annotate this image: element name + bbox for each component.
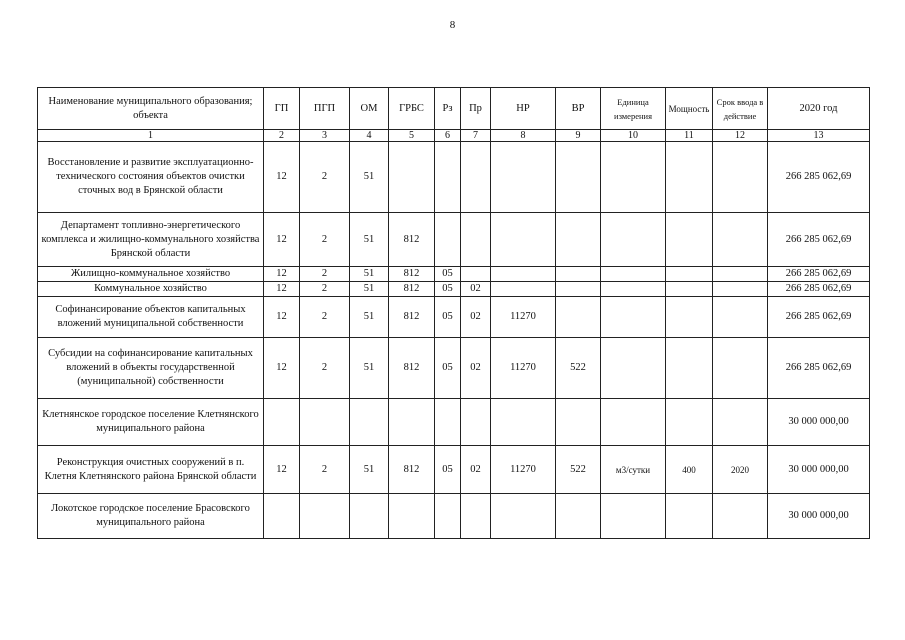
header-om: ОМ: [350, 88, 389, 130]
cell-commission-year: [713, 282, 768, 297]
header-capacity: Мощность: [666, 88, 713, 130]
colnum-name: 1: [38, 130, 264, 142]
cell-gp: 12: [264, 282, 300, 297]
cell-year-2020: 266 285 062,69: [768, 267, 870, 282]
cell-capacity: [666, 267, 713, 282]
cell-commission-year: [713, 213, 768, 267]
colnum-om: 4: [350, 130, 389, 142]
cell-name: Жилищно-коммунальное хозяйство: [38, 267, 264, 282]
cell-pgp: 2: [300, 446, 350, 494]
cell-gp: 12: [264, 142, 300, 213]
cell-nr: [491, 267, 556, 282]
header-rz: Рз: [435, 88, 461, 130]
cell-pgp: 2: [300, 213, 350, 267]
cell-nr: [491, 399, 556, 446]
header-year-2020: 2020 год: [768, 88, 870, 130]
cell-pr: [461, 213, 491, 267]
table-row: [38, 142, 870, 213]
cell-year-2020: 266 285 062,69: [768, 297, 870, 338]
cell-grbs: 812: [389, 338, 435, 399]
cell-rz: 05: [435, 282, 461, 297]
cell-year-2020: 266 285 062,69: [768, 282, 870, 297]
cell-nr: [491, 142, 556, 213]
budget-table: [37, 87, 870, 539]
cell-vr: [556, 282, 601, 297]
cell-capacity: [666, 282, 713, 297]
cell-nr: 11270: [491, 297, 556, 338]
colnum-commission-year: 12: [713, 130, 768, 142]
cell-unit: [601, 494, 666, 539]
cell-vr: 522: [556, 446, 601, 494]
cell-vr: 522: [556, 338, 601, 399]
cell-unit: [601, 213, 666, 267]
cell-pgp: 2: [300, 338, 350, 399]
colnum-gp: 2: [264, 130, 300, 142]
header-commission-year: Срок ввода в действие: [713, 88, 768, 130]
cell-rz: 05: [435, 338, 461, 399]
cell-name: Локотское городское поселение Брасовского муниципального района: [38, 494, 264, 539]
cell-vr: [556, 267, 601, 282]
cell-pr: [461, 399, 491, 446]
cell-year-2020: 266 285 062,69: [768, 142, 870, 213]
table-row: [38, 282, 870, 297]
cell-grbs: 812: [389, 213, 435, 267]
cell-nr: [491, 213, 556, 267]
colnum-unit: 10: [601, 130, 666, 142]
cell-unit: м3/сутки: [601, 446, 666, 494]
cell-grbs: [389, 399, 435, 446]
cell-pgp: [300, 494, 350, 539]
cell-pgp: 2: [300, 267, 350, 282]
cell-rz: 05: [435, 267, 461, 282]
cell-vr: [556, 142, 601, 213]
cell-om: 51: [350, 297, 389, 338]
cell-grbs: 812: [389, 267, 435, 282]
cell-grbs: 812: [389, 282, 435, 297]
cell-unit: [601, 142, 666, 213]
cell-unit: [601, 267, 666, 282]
cell-year-2020: 30 000 000,00: [768, 494, 870, 539]
cell-rz: 05: [435, 446, 461, 494]
cell-unit: [601, 399, 666, 446]
cell-name: Департамент топливно-энергетического комплекса и жилищно-коммунального хозяйства Брянской области: [38, 213, 264, 267]
cell-pr: 02: [461, 338, 491, 399]
cell-pr: [461, 267, 491, 282]
cell-name: Клетнянское городское поселение Клетнянского муниципального района: [38, 399, 264, 446]
cell-capacity: [666, 338, 713, 399]
cell-rz: 05: [435, 297, 461, 338]
cell-name: Восстановление и развитие эксплуатационно-технического состояния объектов очистки сточных вод в Брянской области: [38, 142, 264, 213]
cell-vr: [556, 399, 601, 446]
cell-om: 51: [350, 213, 389, 267]
cell-unit: [601, 282, 666, 297]
cell-pr: [461, 494, 491, 539]
header-unit: Единица измерения: [601, 88, 666, 130]
header-pgp: ПГП: [300, 88, 350, 130]
header-nr: НР: [491, 88, 556, 130]
cell-pgp: 2: [300, 142, 350, 213]
cell-year-2020: 266 285 062,69: [768, 338, 870, 399]
cell-vr: [556, 213, 601, 267]
cell-rz: [435, 494, 461, 539]
cell-name: Софинансирование объектов капитальных вложений муниципальной собственности: [38, 297, 264, 338]
page-number: 8: [449, 19, 456, 31]
cell-om: 51: [350, 282, 389, 297]
cell-commission-year: [713, 338, 768, 399]
table-row: [38, 267, 870, 282]
cell-rz: [435, 142, 461, 213]
cell-gp: 12: [264, 213, 300, 267]
cell-name: Реконструкция очистных сооружений в п. Клетня Клетнянского района Брянской области: [38, 446, 264, 494]
header-gp: ГП: [264, 88, 300, 130]
cell-vr: [556, 297, 601, 338]
table-row: [38, 338, 870, 399]
colnum-grbs: 5: [389, 130, 435, 142]
cell-rz: [435, 399, 461, 446]
cell-om: [350, 399, 389, 446]
table-row: [38, 446, 870, 494]
cell-year-2020: 266 285 062,69: [768, 213, 870, 267]
cell-gp: 12: [264, 297, 300, 338]
cell-rz: [435, 213, 461, 267]
cell-gp: 12: [264, 267, 300, 282]
cell-om: 51: [350, 446, 389, 494]
header-pr: Пр: [461, 88, 491, 130]
cell-vr: [556, 494, 601, 539]
cell-commission-year: [713, 142, 768, 213]
cell-om: 51: [350, 142, 389, 213]
colnum-capacity: 11: [666, 130, 713, 142]
colnum-pgp: 3: [300, 130, 350, 142]
cell-capacity: 400: [666, 446, 713, 494]
cell-year-2020: 30 000 000,00: [768, 399, 870, 446]
colnum-vr: 9: [556, 130, 601, 142]
cell-nr: [491, 494, 556, 539]
cell-nr: [491, 282, 556, 297]
header-row: [38, 88, 870, 130]
header-vr: ВР: [556, 88, 601, 130]
table-row: [38, 399, 870, 446]
cell-grbs: [389, 494, 435, 539]
cell-capacity: [666, 213, 713, 267]
cell-capacity: [666, 142, 713, 213]
cell-pgp: 2: [300, 282, 350, 297]
cell-nr: 11270: [491, 338, 556, 399]
cell-gp: [264, 399, 300, 446]
cell-commission-year: [713, 297, 768, 338]
cell-year-2020: 30 000 000,00: [768, 446, 870, 494]
cell-pgp: [300, 399, 350, 446]
table-row: [38, 297, 870, 338]
cell-pgp: 2: [300, 297, 350, 338]
header-name: Наименование муниципального образования; объекта: [38, 88, 264, 130]
cell-om: 51: [350, 267, 389, 282]
cell-pr: [461, 142, 491, 213]
cell-gp: 12: [264, 338, 300, 399]
cell-pr: 02: [461, 446, 491, 494]
cell-om: [350, 494, 389, 539]
cell-capacity: [666, 494, 713, 539]
cell-pr: 02: [461, 282, 491, 297]
colnum-rz: 6: [435, 130, 461, 142]
column-number-row: [38, 130, 870, 142]
cell-gp: 12: [264, 446, 300, 494]
cell-name: Субсидии на софинансирование капитальных вложений в объекты государственной (муниципальной) собственности: [38, 338, 264, 399]
table-row: [38, 494, 870, 539]
cell-commission-year: [713, 494, 768, 539]
cell-unit: [601, 297, 666, 338]
cell-commission-year: [713, 267, 768, 282]
header-grbs: ГРБС: [389, 88, 435, 130]
colnum-nr: 8: [491, 130, 556, 142]
cell-nr: 11270: [491, 446, 556, 494]
cell-name: Коммунальное хозяйство: [38, 282, 264, 297]
cell-capacity: [666, 297, 713, 338]
colnum-year-2020: 13: [768, 130, 870, 142]
cell-unit: [601, 338, 666, 399]
cell-gp: [264, 494, 300, 539]
cell-grbs: [389, 142, 435, 213]
cell-pr: 02: [461, 297, 491, 338]
colnum-pr: 7: [461, 130, 491, 142]
cell-capacity: [666, 399, 713, 446]
cell-grbs: 812: [389, 297, 435, 338]
cell-commission-year: [713, 399, 768, 446]
cell-commission-year: 2020: [713, 446, 768, 494]
cell-grbs: 812: [389, 446, 435, 494]
cell-om: 51: [350, 338, 389, 399]
table-row: [38, 213, 870, 267]
